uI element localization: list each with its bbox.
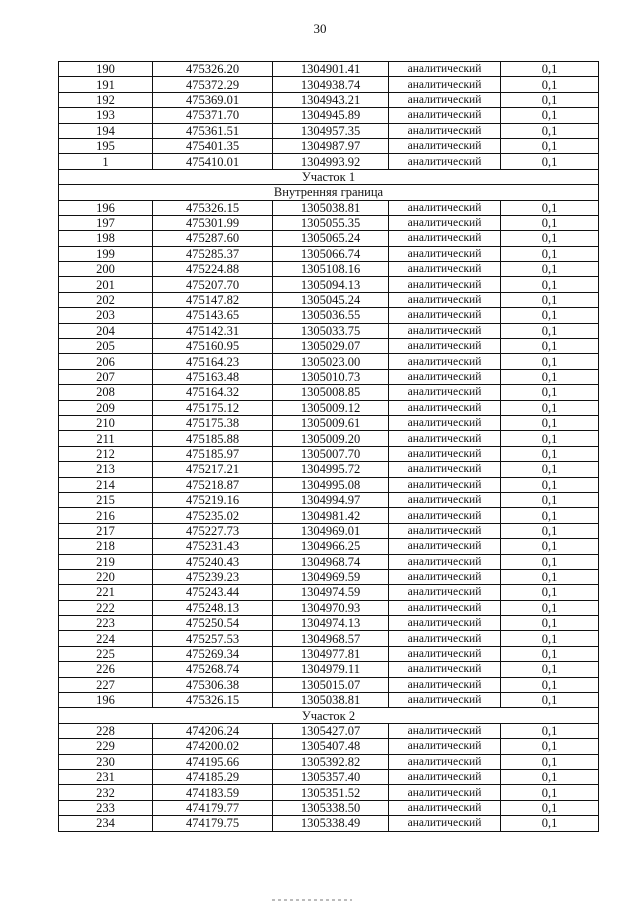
table-row [59,539,599,554]
y-coordinate-cell: 1305407.48 [273,739,389,754]
accuracy-cell: 0,1 [501,769,599,784]
y-coordinate-cell: 1304966.25 [273,539,389,554]
y-coordinate-cell: 1304987.97 [273,138,389,153]
point-number-cell: 218 [59,539,153,554]
y-coordinate-cell: 1304995.08 [273,477,389,492]
table-row [59,816,599,831]
accuracy-cell: 0,1 [501,800,599,815]
accuracy-cell: 0,1 [501,277,599,292]
method-cell: аналитический [389,554,501,569]
accuracy-cell: 0,1 [501,462,599,477]
x-coordinate-cell: 475285.37 [153,246,273,261]
table-row [59,123,599,138]
method-cell: аналитический [389,308,501,323]
method-cell: аналитический [389,569,501,584]
method-cell: аналитический [389,369,501,384]
accuracy-cell: 0,1 [501,816,599,831]
point-number-cell: 230 [59,754,153,769]
point-number-cell: 226 [59,662,153,677]
accuracy-cell: 0,1 [501,616,599,631]
x-coordinate-cell: 475372.29 [153,77,273,92]
accuracy-cell: 0,1 [501,508,599,523]
point-number-cell: 231 [59,769,153,784]
y-coordinate-cell: 1304977.81 [273,646,389,661]
y-coordinate-cell: 1304957.35 [273,123,389,138]
method-cell: аналитический [389,400,501,415]
method-cell: аналитический [389,339,501,354]
table-row [59,739,599,754]
x-coordinate-cell: 474206.24 [153,723,273,738]
table-row [59,339,599,354]
point-number-cell: 196 [59,200,153,215]
table-row [59,215,599,230]
table-row [59,769,599,784]
x-coordinate-cell: 475218.87 [153,477,273,492]
x-coordinate-cell: 474185.29 [153,769,273,784]
point-number-cell: 205 [59,339,153,354]
accuracy-cell: 0,1 [501,292,599,307]
method-cell: аналитический [389,446,501,461]
point-number-cell: 208 [59,385,153,400]
accuracy-cell: 0,1 [501,246,599,261]
y-coordinate-cell: 1304968.57 [273,631,389,646]
table-row [59,508,599,523]
table-row [59,77,599,92]
method-cell: аналитический [389,723,501,738]
accuracy-cell: 0,1 [501,92,599,107]
accuracy-cell: 0,1 [501,431,599,446]
accuracy-cell: 0,1 [501,200,599,215]
x-coordinate-cell: 475257.53 [153,631,273,646]
point-number-cell: 200 [59,262,153,277]
point-number-cell: 193 [59,108,153,123]
y-coordinate-cell: 1305036.55 [273,308,389,323]
x-coordinate-cell: 474179.77 [153,800,273,815]
accuracy-cell: 0,1 [501,554,599,569]
method-cell: аналитический [389,385,501,400]
point-number-cell: 228 [59,723,153,738]
table-row [59,262,599,277]
method-cell: аналитический [389,600,501,615]
method-cell: аналитический [389,677,501,692]
y-coordinate-cell: 1305038.81 [273,693,389,708]
table-row [59,415,599,430]
y-coordinate-cell: 1305033.75 [273,323,389,338]
accuracy-cell: 0,1 [501,108,599,123]
accuracy-cell: 0,1 [501,123,599,138]
point-number-cell: 198 [59,231,153,246]
method-cell: аналитический [389,62,501,77]
point-number-cell: 204 [59,323,153,338]
accuracy-cell: 0,1 [501,231,599,246]
section-header-row [59,185,599,200]
point-number-cell: 194 [59,123,153,138]
table-row [59,431,599,446]
accuracy-cell: 0,1 [501,400,599,415]
y-coordinate-cell: 1304970.93 [273,600,389,615]
table-row [59,385,599,400]
x-coordinate-cell: 475219.16 [153,492,273,507]
point-number-cell: 199 [59,246,153,261]
y-coordinate-cell: 1305045.24 [273,292,389,307]
method-cell: аналитический [389,539,501,554]
accuracy-cell: 0,1 [501,138,599,153]
method-cell: аналитический [389,462,501,477]
table-row [59,400,599,415]
table-row [59,308,599,323]
method-cell: аналитический [389,816,501,831]
y-coordinate-cell: 1305038.81 [273,200,389,215]
method-cell: аналитический [389,492,501,507]
accuracy-cell: 0,1 [501,723,599,738]
accuracy-cell: 0,1 [501,262,599,277]
table-row [59,723,599,738]
point-number-cell: 197 [59,215,153,230]
accuracy-cell: 0,1 [501,754,599,769]
point-number-cell: 191 [59,77,153,92]
table-row [59,92,599,107]
y-coordinate-cell: 1305094.13 [273,277,389,292]
accuracy-cell: 0,1 [501,523,599,538]
accuracy-cell: 0,1 [501,323,599,338]
table-row [59,785,599,800]
method-cell: аналитический [389,200,501,215]
y-coordinate-cell: 1305108.16 [273,262,389,277]
x-coordinate-cell: 475248.13 [153,600,273,615]
y-coordinate-cell: 1305023.00 [273,354,389,369]
point-number-cell: 229 [59,739,153,754]
x-coordinate-cell: 475243.44 [153,585,273,600]
y-coordinate-cell: 1305008.85 [273,385,389,400]
method-cell: аналитический [389,123,501,138]
x-coordinate-cell: 474195.66 [153,754,273,769]
x-coordinate-cell: 474179.75 [153,816,273,831]
method-cell: аналитический [389,477,501,492]
page-number: 30 [313,21,327,36]
table-row [59,646,599,661]
table-row [59,292,599,307]
accuracy-cell: 0,1 [501,785,599,800]
x-coordinate-cell: 475207.70 [153,277,273,292]
point-number-cell: 223 [59,616,153,631]
point-number-cell: 195 [59,138,153,153]
method-cell: аналитический [389,262,501,277]
x-coordinate-cell: 475326.20 [153,62,273,77]
point-number-cell: 224 [59,631,153,646]
y-coordinate-cell: 1305009.61 [273,415,389,430]
accuracy-cell: 0,1 [501,662,599,677]
x-coordinate-cell: 475175.12 [153,400,273,415]
y-coordinate-cell: 1305009.12 [273,400,389,415]
point-number-cell: 190 [59,62,153,77]
point-number-cell: 212 [59,446,153,461]
method-cell: аналитический [389,246,501,261]
table-row [59,138,599,153]
table-row [59,492,599,507]
accuracy-cell: 0,1 [501,693,599,708]
x-coordinate-cell: 475326.15 [153,693,273,708]
method-cell: аналитический [389,415,501,430]
x-coordinate-cell: 475235.02 [153,508,273,523]
y-coordinate-cell: 1305357.40 [273,769,389,784]
y-coordinate-cell: 1304979.11 [273,662,389,677]
method-cell: аналитический [389,769,501,784]
y-coordinate-cell: 1305351.52 [273,785,389,800]
method-cell: аналитический [389,616,501,631]
y-coordinate-cell: 1304943.21 [273,92,389,107]
x-coordinate-cell: 475369.01 [153,92,273,107]
x-coordinate-cell: 475185.88 [153,431,273,446]
y-coordinate-cell: 1304974.13 [273,616,389,631]
accuracy-cell: 0,1 [501,385,599,400]
table-row [59,231,599,246]
method-cell: аналитический [389,231,501,246]
method-cell: аналитический [389,662,501,677]
coordinates-table-body [59,62,599,832]
section-header-row [59,708,599,723]
table-row [59,693,599,708]
method-cell: аналитический [389,215,501,230]
method-cell: аналитический [389,292,501,307]
x-coordinate-cell: 475401.35 [153,138,273,153]
x-coordinate-cell: 475224.88 [153,262,273,277]
method-cell: аналитический [389,646,501,661]
point-number-cell: 233 [59,800,153,815]
method-cell: аналитический [389,277,501,292]
x-coordinate-cell: 475371.70 [153,108,273,123]
accuracy-cell: 0,1 [501,631,599,646]
accuracy-cell: 0,1 [501,154,599,169]
y-coordinate-cell: 1304981.42 [273,508,389,523]
x-coordinate-cell: 475164.23 [153,354,273,369]
point-number-cell: 222 [59,600,153,615]
accuracy-cell: 0,1 [501,369,599,384]
method-cell: аналитический [389,523,501,538]
table-row [59,323,599,338]
accuracy-cell: 0,1 [501,646,599,661]
table-row [59,569,599,584]
x-coordinate-cell: 475160.95 [153,339,273,354]
table-row [59,200,599,215]
y-coordinate-cell: 1305009.20 [273,431,389,446]
point-number-cell: 201 [59,277,153,292]
x-coordinate-cell: 475175.38 [153,415,273,430]
method-cell: аналитический [389,138,501,153]
accuracy-cell: 0,1 [501,77,599,92]
accuracy-cell: 0,1 [501,215,599,230]
method-cell: аналитический [389,323,501,338]
y-coordinate-cell: 1305007.70 [273,446,389,461]
y-coordinate-cell: 1304993.92 [273,154,389,169]
x-coordinate-cell: 475227.73 [153,523,273,538]
method-cell: аналитический [389,800,501,815]
point-number-cell: 206 [59,354,153,369]
table-row [59,246,599,261]
table-row [59,554,599,569]
point-number-cell: 209 [59,400,153,415]
table-row [59,62,599,77]
method-cell: аналитический [389,739,501,754]
table-row [59,662,599,677]
method-cell: аналитический [389,693,501,708]
method-cell: аналитический [389,354,501,369]
accuracy-cell: 0,1 [501,477,599,492]
point-number-cell: 210 [59,415,153,430]
y-coordinate-cell: 1305010.73 [273,369,389,384]
y-coordinate-cell: 1305029.07 [273,339,389,354]
point-number-cell: 214 [59,477,153,492]
table-row [59,446,599,461]
x-coordinate-cell: 474183.59 [153,785,273,800]
coordinates-table [58,61,599,832]
x-coordinate-cell: 475231.43 [153,539,273,554]
y-coordinate-cell: 1304969.01 [273,523,389,538]
table-row [59,462,599,477]
x-coordinate-cell: 475287.60 [153,231,273,246]
accuracy-cell: 0,1 [501,308,599,323]
accuracy-cell: 0,1 [501,539,599,554]
method-cell: аналитический [389,154,501,169]
table-row [59,108,599,123]
point-number-cell: 203 [59,308,153,323]
point-number-cell: 217 [59,523,153,538]
method-cell: аналитический [389,108,501,123]
accuracy-cell: 0,1 [501,415,599,430]
scan-artifact [272,899,352,901]
x-coordinate-cell: 475306.38 [153,677,273,692]
accuracy-cell: 0,1 [501,354,599,369]
x-coordinate-cell: 474200.02 [153,739,273,754]
point-number-cell: 1 [59,154,153,169]
method-cell: аналитический [389,631,501,646]
y-coordinate-cell: 1304938.74 [273,77,389,92]
x-coordinate-cell: 475301.99 [153,215,273,230]
accuracy-cell: 0,1 [501,339,599,354]
section-title: Участок 1 [59,169,599,184]
method-cell: аналитический [389,508,501,523]
accuracy-cell: 0,1 [501,446,599,461]
accuracy-cell: 0,1 [501,492,599,507]
point-number-cell: 207 [59,369,153,384]
x-coordinate-cell: 475143.65 [153,308,273,323]
accuracy-cell: 0,1 [501,600,599,615]
y-coordinate-cell: 1304994.97 [273,492,389,507]
point-number-cell: 202 [59,292,153,307]
y-coordinate-cell: 1304945.89 [273,108,389,123]
y-coordinate-cell: 1304974.59 [273,585,389,600]
table-row [59,600,599,615]
x-coordinate-cell: 475217.21 [153,462,273,477]
point-number-cell: 227 [59,677,153,692]
point-number-cell: 211 [59,431,153,446]
y-coordinate-cell: 1304969.59 [273,569,389,584]
table-row [59,154,599,169]
x-coordinate-cell: 475185.97 [153,446,273,461]
y-coordinate-cell: 1305015.07 [273,677,389,692]
y-coordinate-cell: 1305338.49 [273,816,389,831]
accuracy-cell: 0,1 [501,677,599,692]
y-coordinate-cell: 1304901.41 [273,62,389,77]
point-number-cell: 213 [59,462,153,477]
section-title: Внутренняя граница [59,185,599,200]
x-coordinate-cell: 475147.82 [153,292,273,307]
table-row [59,523,599,538]
x-coordinate-cell: 475326.15 [153,200,273,215]
coordinates-table-container [58,61,598,832]
y-coordinate-cell: 1305338.50 [273,800,389,815]
point-number-cell: 234 [59,816,153,831]
point-number-cell: 232 [59,785,153,800]
section-header-row [59,169,599,184]
x-coordinate-cell: 475410.01 [153,154,273,169]
table-row [59,369,599,384]
table-row [59,677,599,692]
x-coordinate-cell: 475240.43 [153,554,273,569]
y-coordinate-cell: 1305392.82 [273,754,389,769]
accuracy-cell: 0,1 [501,62,599,77]
accuracy-cell: 0,1 [501,585,599,600]
accuracy-cell: 0,1 [501,739,599,754]
point-number-cell: 215 [59,492,153,507]
method-cell: аналитический [389,77,501,92]
x-coordinate-cell: 475250.54 [153,616,273,631]
y-coordinate-cell: 1305055.35 [273,215,389,230]
section-title: Участок 2 [59,708,599,723]
y-coordinate-cell: 1305065.24 [273,231,389,246]
method-cell: аналитический [389,754,501,769]
y-coordinate-cell: 1304995.72 [273,462,389,477]
accuracy-cell: 0,1 [501,569,599,584]
x-coordinate-cell: 475142.31 [153,323,273,338]
y-coordinate-cell: 1305066.74 [273,246,389,261]
y-coordinate-cell: 1304968.74 [273,554,389,569]
x-coordinate-cell: 475163.48 [153,369,273,384]
point-number-cell: 196 [59,693,153,708]
table-row [59,631,599,646]
table-row [59,477,599,492]
point-number-cell: 221 [59,585,153,600]
y-coordinate-cell: 1305427.07 [273,723,389,738]
point-number-cell: 219 [59,554,153,569]
method-cell: аналитический [389,431,501,446]
method-cell: аналитический [389,92,501,107]
x-coordinate-cell: 475239.23 [153,569,273,584]
table-row [59,277,599,292]
x-coordinate-cell: 475269.34 [153,646,273,661]
method-cell: аналитический [389,785,501,800]
table-row [59,754,599,769]
x-coordinate-cell: 475361.51 [153,123,273,138]
point-number-cell: 220 [59,569,153,584]
table-row [59,354,599,369]
point-number-cell: 216 [59,508,153,523]
x-coordinate-cell: 475268.74 [153,662,273,677]
method-cell: аналитический [389,585,501,600]
table-row [59,616,599,631]
point-number-cell: 192 [59,92,153,107]
table-row [59,800,599,815]
table-row [59,585,599,600]
point-number-cell: 225 [59,646,153,661]
x-coordinate-cell: 475164.32 [153,385,273,400]
